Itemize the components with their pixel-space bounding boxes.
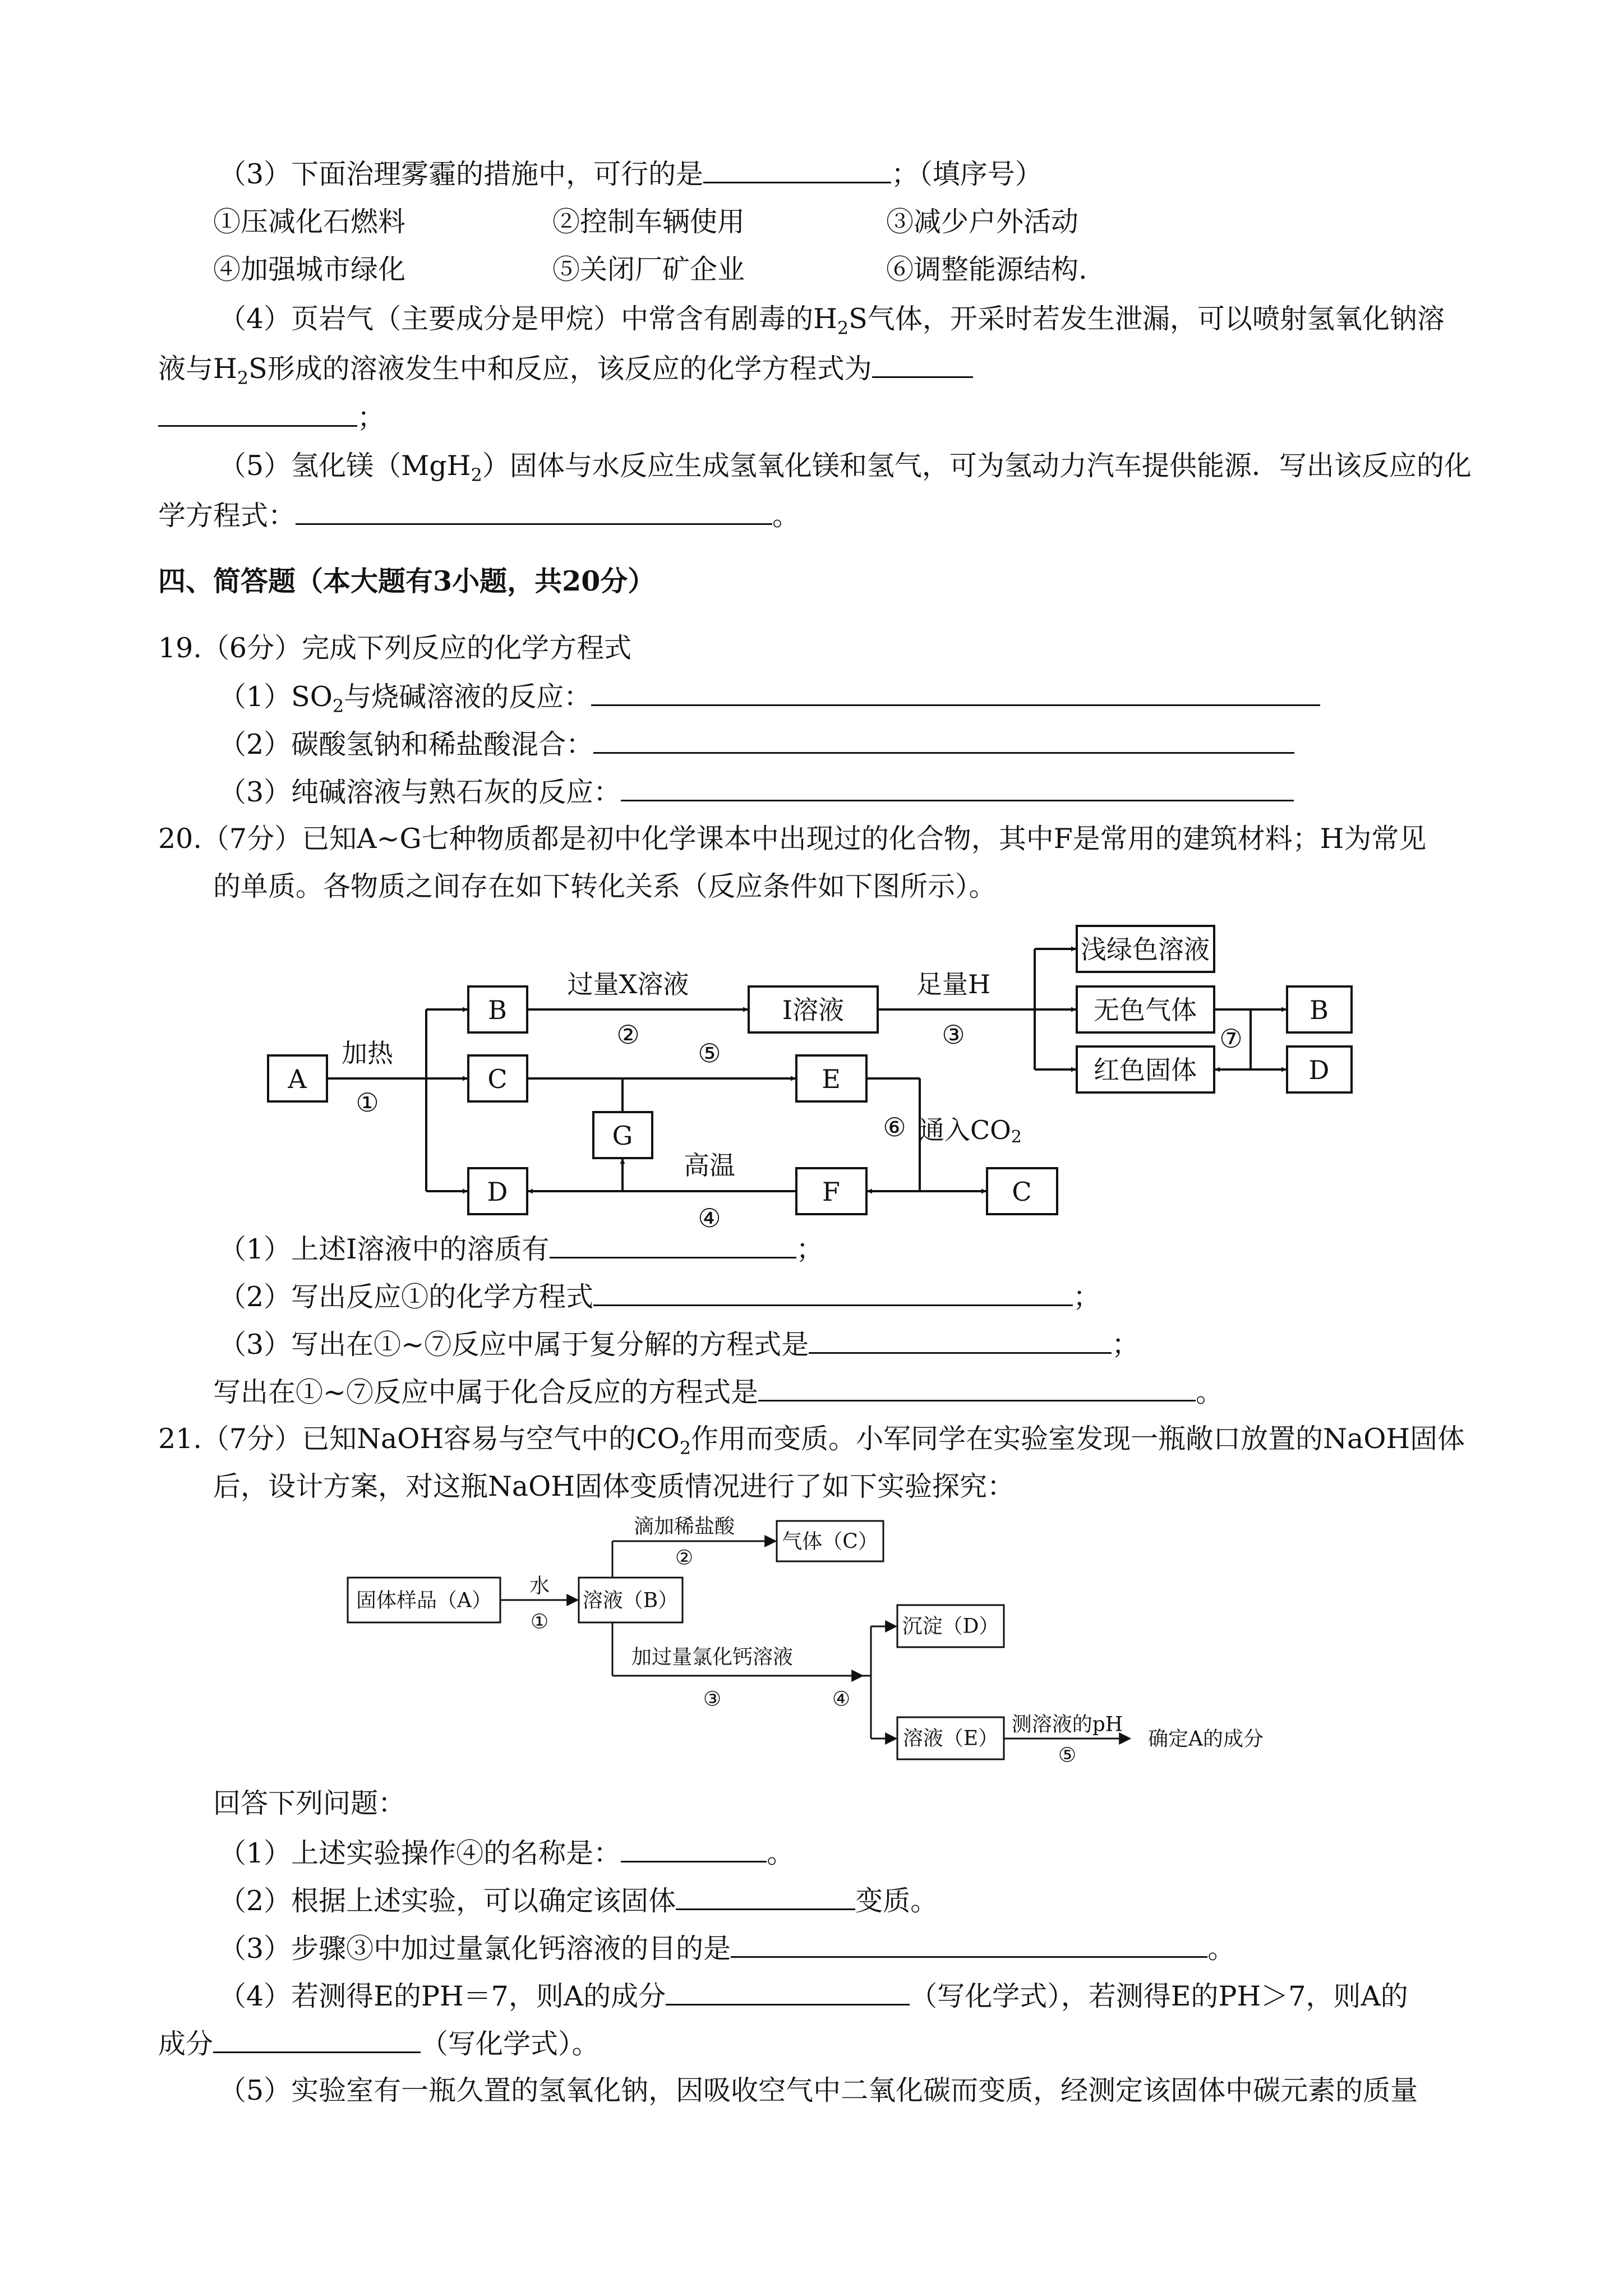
q18-part4-text-b: S气体，开采时若发生泄漏，可以喷射氢氧化钠溶: [849, 303, 1445, 335]
flow-step-5: ⑤: [1058, 1744, 1077, 1767]
q18-option-5: ⑤关闭厂矿企业: [552, 253, 745, 285]
q21-a1-tail: 。: [767, 1837, 795, 1869]
node-i-label: I溶液: [782, 995, 845, 1025]
q18-part4-line2-a: 液与H: [158, 353, 237, 385]
q18-part5-text-a: （5）氢化镁（MgH: [219, 450, 471, 482]
flow-drop-hcl-label: 滴加稀盐酸: [633, 1515, 735, 1538]
q21-a3-text: （3）步骤③中加过量氯化钙溶液的目的是: [219, 1933, 731, 1965]
q18-option-1: ①压减化石燃料: [213, 206, 406, 238]
q20-sub4-text: 写出在①~⑦反应中属于化合反应的方程式是: [213, 1376, 759, 1408]
section-4-heading: 四、简答题（本大题有3小题，共20分）: [158, 565, 656, 597]
node-redsolid-label: 红色固体: [1094, 1055, 1197, 1085]
q20-line-1: 20.（7分）已知A~G七种物质都是初中化学课本中出现过的化合物，其中F是常用的建筑材料；H为常见: [158, 823, 1427, 855]
node-b-label: B: [488, 995, 507, 1025]
q18-part5-line2-text: 学方程式：: [158, 500, 296, 532]
q21-answer-4: [219, 1978, 1408, 2014]
node-d2-label: D: [1308, 1055, 1330, 1085]
label-heat: 加热: [342, 1038, 393, 1068]
q21-answer-2: [219, 1883, 938, 1919]
q21-a4-mid: （写化学式），若测得E的PH＞7，则A的: [910, 1980, 1408, 2012]
label-step-3: ③: [942, 1020, 965, 1050]
flow-water-label: 水: [529, 1574, 550, 1598]
q21-a1-text: （1）上述实验操作④的名称是：: [219, 1837, 621, 1869]
q19-line3-text: （3）纯碱溶液与熟石灰的反应：: [219, 776, 621, 808]
q21-a2-text: （2）根据上述实验，可以确定该固体: [219, 1885, 676, 1917]
label-step-4: ④: [698, 1203, 721, 1233]
q20-sub3-text: （3）写出在①~⑦反应中属于复分解的方程式是: [219, 1329, 809, 1361]
flow-step-1: ①: [530, 1610, 549, 1634]
flow-measure-ph-label: 测溶液的pH: [1011, 1713, 1123, 1736]
q21-answer-intro: 回答下列问题：: [213, 1787, 406, 1819]
q20-sub3-tail: ；: [1112, 1329, 1140, 1361]
q21-blank-4a[interactable]: [666, 1978, 910, 2005]
q19-line1-a: （1）SO: [219, 681, 333, 713]
q19-line2-text: （2）碳酸氢钠和稀盐酸混合：: [219, 729, 594, 760]
q21-a4-line2-tail: （写化学式）。: [421, 2028, 600, 2060]
q20-sub1-text: （1）上述I溶液中的溶质有: [219, 1233, 550, 1265]
q18-option-6: ⑥调整能源结构.: [886, 253, 1087, 285]
q20-sub2-text: （2）写出反应①的化学方程式: [219, 1281, 594, 1313]
label-excess-h: 足量H: [916, 969, 991, 999]
flow-step-2: ②: [675, 1546, 694, 1570]
node-colorless-label: 无色气体: [1094, 995, 1197, 1025]
flow-solution-b-label: 溶液（B）: [582, 1589, 679, 1612]
q18-part3-tail: ；（填序号）: [891, 158, 1043, 190]
q20-sub4-tail: 。: [1196, 1376, 1224, 1408]
q21-line-2: 后，设计方案，对这瓶NaOH固体变质情况进行了如下实验探究：: [213, 1470, 1015, 1502]
flow-add-cacl2-label: 加过量氯化钙溶液: [631, 1645, 794, 1669]
flow-step-4: ④: [832, 1688, 851, 1711]
q20-sub1-tail: ；: [796, 1233, 824, 1265]
q21-answer-3: [219, 1930, 1235, 1966]
flow-sample-label: 固体样品（A）: [356, 1589, 492, 1612]
q19-title: 19.（6分）完成下列反应的化学方程式: [158, 632, 632, 664]
node-a-label: A: [288, 1064, 307, 1094]
q18-part3-text: （3）下面治理雾霾的措施中，可行的是: [219, 158, 704, 190]
label-step-6: ⑥: [883, 1112, 906, 1142]
flow-gas-c-label: 气体（C）: [782, 1530, 878, 1553]
label-step-7: ⑦: [1219, 1023, 1243, 1054]
q18-part4-sub: 2: [837, 317, 849, 339]
q20-line-2: 的单质。各物质之间存在如下转化关系（反应条件如下图所示）。: [213, 870, 997, 902]
flow-solution-e-label: 溶液（E）: [902, 1727, 999, 1750]
label-co2: 通入$CO_2$: [918, 1115, 1022, 1147]
q19-line1-b: 与烧碱溶液的反应：: [344, 681, 592, 713]
node-g-label: G: [612, 1121, 633, 1151]
label-step-2: ②: [616, 1020, 640, 1050]
node-e-label: E: [822, 1064, 841, 1094]
q18-part4-tail: ；: [357, 402, 385, 434]
q19-line1-sub: 2: [332, 695, 344, 717]
q21-answer-4-line2: [158, 2026, 600, 2062]
q21-answer-1: [219, 1835, 794, 1871]
q21-a4-text: （4）若测得E的PH＝7，则A的成分: [219, 1980, 666, 2012]
node-c-label: C: [487, 1064, 508, 1094]
q18-part4-line2-sub: 2: [237, 367, 249, 389]
label-step-1: ①: [356, 1087, 379, 1118]
flow-step-3: ③: [703, 1688, 722, 1711]
node-c2-label: C: [1012, 1177, 1032, 1207]
q21-a4-line2-text: 成分: [158, 2028, 214, 2060]
q18-part5-tail: 。: [772, 500, 800, 532]
q18-option-4: ④加强城市绿化: [213, 253, 406, 285]
node-d-label: D: [487, 1177, 508, 1207]
q21-blank-3[interactable]: [731, 1930, 1207, 1958]
label-excess-x: 过量X溶液: [567, 969, 689, 999]
node-f-label: F: [822, 1177, 840, 1207]
q18-part4-text-a: （4）页岩气（主要成分是甲烷）中常含有剧毒的H: [219, 303, 837, 335]
q21-a2-tail: 变质。: [855, 1885, 938, 1917]
q21-line1-b: 作用而变质。小军同学在实验室发现一瓶敞口放置的NaOH固体: [691, 1423, 1465, 1455]
q21-blank-4b[interactable]: [213, 2026, 421, 2053]
label-step-5: ⑤: [698, 1038, 721, 1068]
q18-option-2: ②控制车辆使用: [552, 206, 745, 238]
q18-part5-sub: 2: [471, 464, 482, 486]
q21-line1-sub: 2: [679, 1437, 691, 1459]
q21-blank-1[interactable]: [621, 1835, 767, 1862]
q18-part4-line2-b: S形成的溶液发生中和反应，该反应的化学方程式为: [248, 353, 872, 385]
node-lightgreen-label: 浅绿色溶液: [1081, 934, 1210, 965]
q21-line1-a: 21.（7分）已知NaOH容易与空气中的CO: [158, 1423, 680, 1455]
label-high-temp: 高温: [684, 1150, 735, 1181]
flow-precipitate-d-label: 沉淀（D）: [902, 1615, 999, 1638]
q20-sub2-tail: ；: [1073, 1281, 1101, 1313]
q18-part5-text-b: ）固体与水反应生成氢氧化镁和氢气，可为氢动力汽车提供能源．写出该反应的化: [482, 450, 1472, 482]
q21-a3-tail: 。: [1207, 1933, 1235, 1965]
node-b2-label: B: [1310, 995, 1329, 1025]
q18-option-3: ③减少户外活动: [886, 206, 1079, 238]
q21-blank-2[interactable]: [676, 1883, 855, 1910]
q21-answer-5: （5）实验室有一瓶久置的氢氧化钠，因吸收空气中二氧化碳而变质，经测定该固体中碳元素的质量: [219, 2074, 1418, 2106]
flow-determine-label: 确定A的成分: [1148, 1727, 1264, 1751]
